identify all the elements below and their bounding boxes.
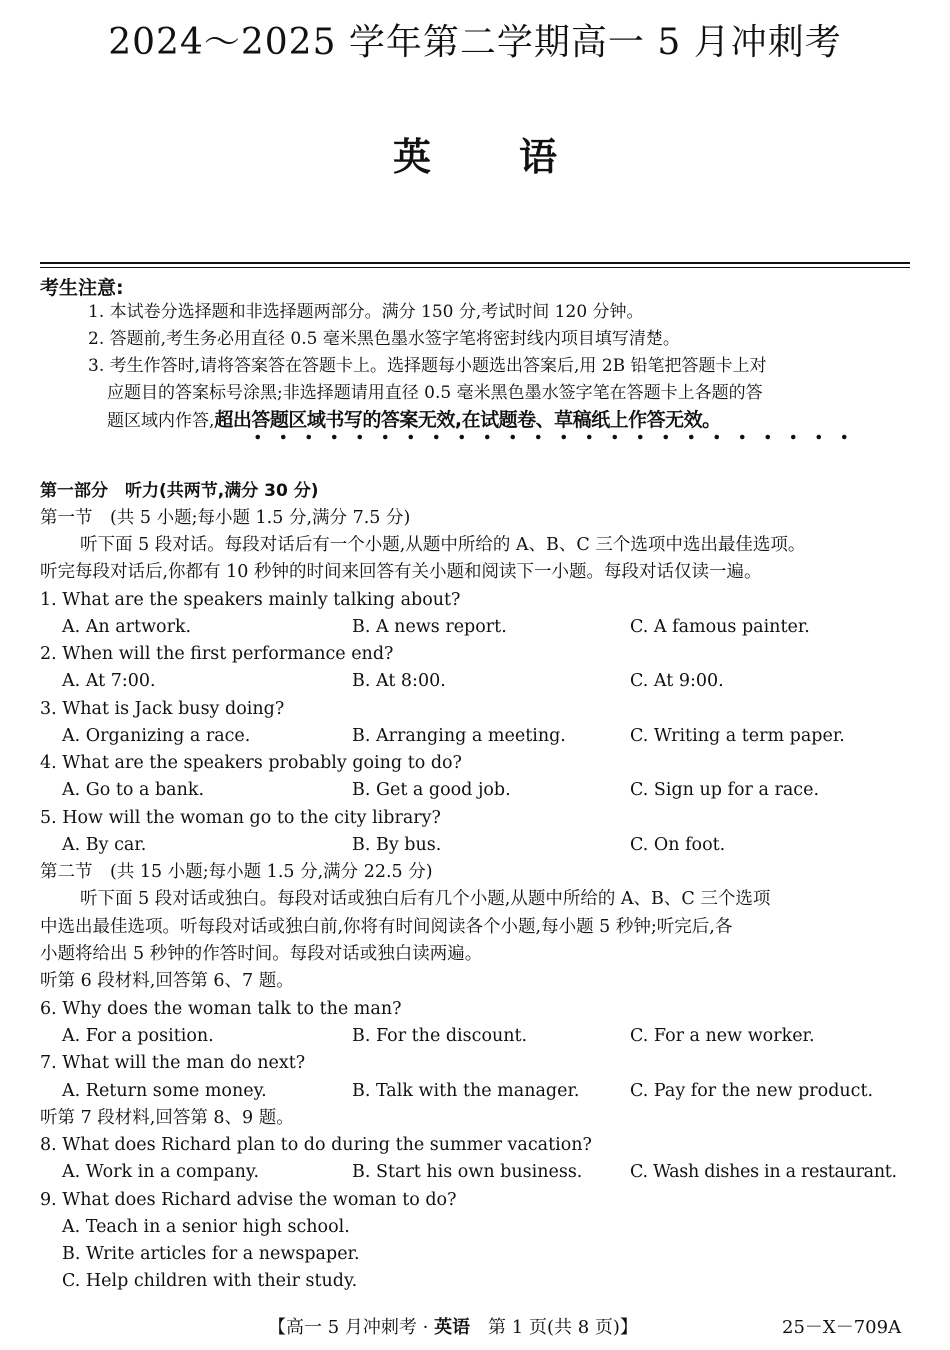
footer-exam-code: 25－X－709A	[782, 1317, 902, 1338]
question-1-option-c: C. A famous painter.	[630, 617, 810, 637]
section1-instruction-line-2: 听完每段对话后,你都有 10 秒钟的时间来回答有关小题和阅读下一小题。每段对话仅读一遍。	[40, 562, 762, 582]
question-3-option-a: A. Organizing a race.	[62, 726, 251, 746]
notice-item-3-line-2: 应题目的答案标号涂黑;非选择题请用直径 0.5 毫米黑色墨水签字笔在答题卡上各题的答	[107, 383, 763, 403]
question-4-option-a: A. Go to a bank.	[62, 780, 205, 800]
notice-item-3: 3. 考生作答时,请将答案答在答题卡上。选择题每小题选出答案后,用 2B 铅笔把答题卡上对	[88, 356, 767, 376]
question-7-option-b: B. Talk with the manager.	[352, 1081, 580, 1101]
material-6-heading: 听第 6 段材料,回答第 6、7 题。	[40, 971, 294, 991]
question-8-option-b: B. Start his own business.	[352, 1162, 583, 1182]
question-3: 3. What is Jack busy doing?	[40, 699, 285, 719]
question-6: 6. Why does the woman talk to the man?	[40, 999, 402, 1019]
question-5: 5. How will the woman go to the city library?	[40, 808, 441, 828]
header-rule-thick	[40, 262, 910, 264]
notice-item-3-line-3	[107, 407, 721, 435]
section1-heading: 第一节 (共 5 小题;每小题 1.5 分,满分 7.5 分)	[40, 508, 411, 528]
section2-instruction-line-1: 听下面 5 段对话或独白。每段对话或独白后有几个小题,从题中所给的 A、B、C 三个选项	[80, 889, 771, 909]
notice-plain-text: 题区域内作答,	[107, 411, 215, 431]
question-2-option-a: A. At 7:00.	[62, 671, 156, 691]
subject-title	[0, 126, 950, 181]
question-3-option-b: B. Arranging a meeting.	[352, 726, 566, 746]
notice-heading: 考生注意:	[40, 277, 124, 299]
question-5-option-c: C. On foot.	[630, 835, 726, 855]
question-1-option-a: A. An artwork.	[62, 617, 192, 637]
question-4-option-b: B. Get a good job.	[352, 780, 511, 800]
header-rule-thin	[40, 267, 910, 268]
question-9-option-b: B. Write articles for a newspaper.	[62, 1244, 360, 1264]
question-1-option-b: B. A news report.	[352, 617, 507, 637]
question-5-option-b: B. By bus.	[352, 835, 442, 855]
question-8-option-a: A. Work in a company.	[62, 1162, 260, 1182]
emphasis-dots	[245, 432, 857, 442]
section2-heading: 第二节 (共 15 小题;每小题 1.5 分,满分 22.5 分)	[40, 862, 433, 882]
section2-instruction-line-2: 中选出最佳选项。听每段对话或独白前,你将有时间阅读各个小题,每小题 5 秒钟;听完后,各	[40, 917, 733, 937]
subject-char-2: 语	[519, 135, 558, 179]
footer-page-info	[268, 1313, 638, 1339]
question-7-option-c: C. Pay for the new product.	[630, 1081, 874, 1101]
question-5-option-a: A. By car.	[62, 835, 147, 855]
question-2-option-b: B. At 8:00.	[352, 671, 446, 691]
question-4: 4. What are the speakers probably going to do?	[40, 753, 462, 773]
footer-page-number: 第 1 页(共 8 页)】	[470, 1317, 638, 1338]
question-3-option-c: C. Writing a term paper.	[630, 726, 845, 746]
question-4-option-c: C. Sign up for a race.	[630, 780, 820, 800]
footer-exam-label: 【高一 5 月冲刺考 ·	[268, 1317, 435, 1338]
material-7-heading: 听第 7 段材料,回答第 8、9 题。	[40, 1108, 294, 1128]
question-7-option-a: A. Return some money.	[62, 1081, 267, 1101]
section2-instruction-line-3: 小题将给出 5 秒钟的作答时间。每段对话或独白读两遍。	[40, 944, 483, 964]
question-2: 2. When will the first performance end?	[40, 644, 394, 664]
question-9: 9. What does Richard advise the woman to do?	[40, 1190, 457, 1210]
question-6-option-b: B. For the discount.	[352, 1026, 528, 1046]
section1-instruction-line-1: 听下面 5 段对话。每段对话后有一个小题,从题中所给的 A、B、C 三个选项中选出最佳选项。	[80, 535, 806, 555]
question-9-option-c: C. Help children with their study.	[62, 1271, 358, 1291]
question-8: 8. What does Richard plan to do during the summer vacation?	[40, 1135, 592, 1155]
question-8-option-c: C. Wash dishes in a restaurant.	[630, 1162, 897, 1182]
notice-emphasis-text: 超出答题区域书写的答案无效,在试题卷、草稿纸上作答无效。	[214, 409, 721, 431]
notice-item-1: 1. 本试卷分选择题和非选择题两部分。满分 150 分,考试时间 120 分钟。	[88, 302, 644, 322]
question-2-option-c: C. At 9:00.	[630, 671, 724, 691]
part1-heading: 第一部分 听力(共两节,满分 30 分)	[40, 481, 319, 501]
subject-char-1: 英	[392, 135, 431, 179]
footer-subject: 英语	[434, 1317, 471, 1338]
exam-title: 2024～2025 学年第二学期高一 5 月冲刺考	[108, 22, 842, 63]
question-6-option-c: C. For a new worker.	[630, 1026, 815, 1046]
question-6-option-a: A. For a position.	[62, 1026, 214, 1046]
question-9-option-a: A. Teach in a senior high school.	[62, 1217, 350, 1237]
question-7: 7. What will the man do next?	[40, 1053, 306, 1073]
notice-item-2: 2. 答题前,考生务必用直径 0.5 毫米黑色墨水签字笔将密封线内项目填写清楚。	[88, 329, 680, 349]
question-1: 1. What are the speakers mainly talking about?	[40, 590, 461, 610]
